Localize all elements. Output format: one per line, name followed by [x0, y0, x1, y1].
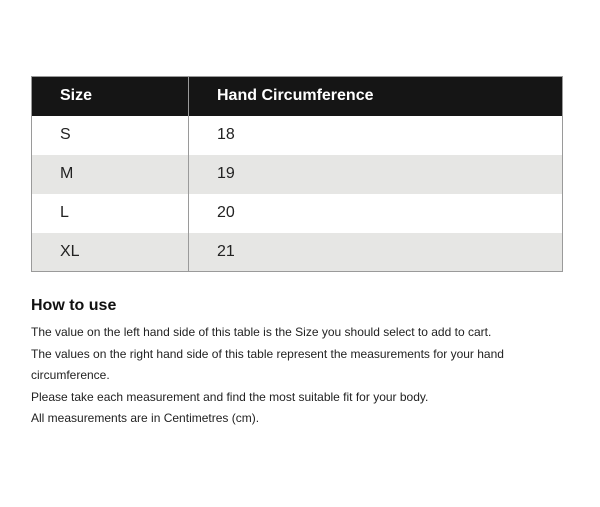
- instruction-line: All measurements are in Centimetres (cm).: [31, 411, 260, 425]
- how-to-use-text: [31, 322, 531, 430]
- size-chart-table: [31, 76, 563, 272]
- how-to-use-title: How to use: [31, 297, 117, 314]
- size-cell: XL: [32, 233, 189, 272]
- table-row: [32, 194, 563, 233]
- table-row: [32, 116, 563, 155]
- circumference-cell: 20: [189, 194, 563, 233]
- header-hand-circumference: Hand Circumference: [189, 77, 563, 116]
- circumference-cell: 18: [189, 116, 563, 155]
- instruction-line: The values on the right hand side of this table represent the measurements for your hand circumference.: [31, 346, 504, 382]
- table-row: [32, 155, 563, 194]
- size-cell: L: [32, 194, 189, 233]
- header-size: Size: [32, 77, 189, 116]
- size-cell: S: [32, 116, 189, 155]
- size-cell: M: [32, 155, 189, 194]
- table-header-row: [32, 77, 563, 116]
- circumference-cell: 19: [189, 155, 563, 194]
- circumference-cell: 21: [189, 233, 563, 272]
- table-row: [32, 233, 563, 272]
- instruction-line: Please take each measurement and find the most suitable fit for your body.: [31, 389, 429, 404]
- instruction-line: The value on the left hand side of this table is the Size you should select to add to cart.: [31, 325, 492, 339]
